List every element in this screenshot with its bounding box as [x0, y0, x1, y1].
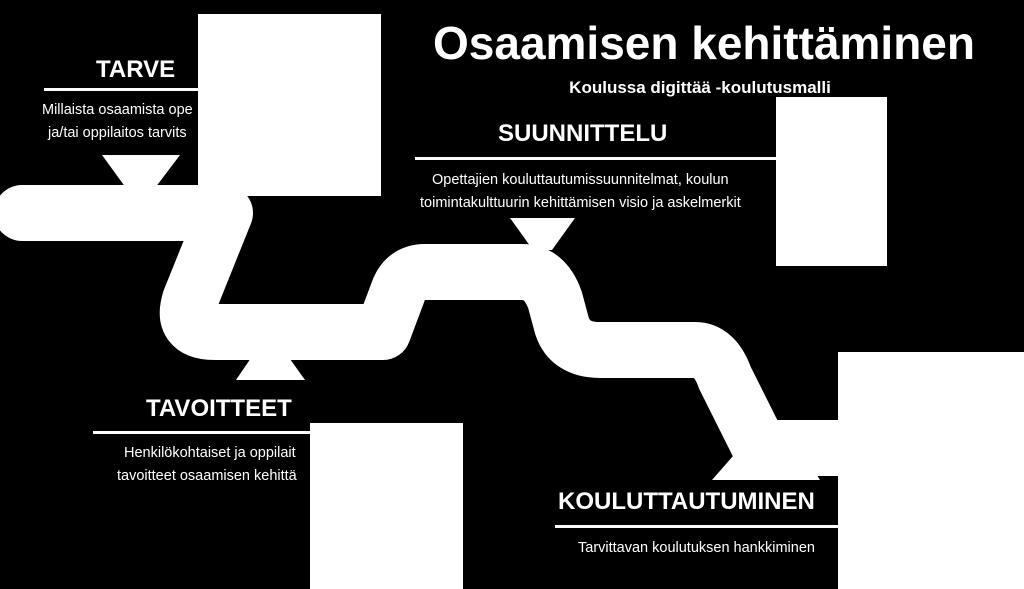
image-placeholder-3: [310, 423, 463, 589]
step-desc-tavoitteet-1: Henkilökohtaiset ja oppilait: [124, 445, 296, 461]
connector-tarve: [102, 155, 180, 188]
step-desc-tarve-1: Millaista osaamista ope: [42, 102, 193, 118]
image-placeholder-2: [776, 97, 887, 266]
image-placeholder-4: [838, 352, 1024, 589]
step-heading-kouluttautuminen: KOULUTTAUTUMINEN: [558, 488, 815, 515]
image-placeholder-1: [198, 14, 381, 196]
step-heading-tavoitteet: TAVOITTEET: [146, 395, 292, 422]
step-heading-suunnittelu: SUUNNITTELU: [498, 120, 668, 147]
page-title: Osaamisen kehittäminen: [433, 17, 975, 69]
step-desc-kouluttautuminen-1: Tarvittavan koulutuksen hankkiminen: [578, 540, 815, 556]
page-subtitle: Koulussa digittää -koulutusmalli: [569, 78, 831, 97]
rule-tavoitteet: [93, 431, 311, 434]
step-desc-suunnittelu-2: toimintakulttuurin kehittämisen visio ja askelmerkit: [420, 195, 741, 211]
step-desc-suunnittelu-1: Opettajien kouluttautumissuunnitelmat, koulun: [432, 172, 729, 188]
step-desc-tarve-2: ja/tai oppilaitos tarvits: [48, 125, 187, 141]
step-heading-tarve: TARVE: [96, 56, 176, 83]
step-desc-tavoitteet-2: tavoitteet osaamisen kehittä: [117, 468, 297, 484]
rule-suunnittelu: [415, 157, 777, 160]
rule-tarve: [44, 88, 200, 91]
rule-kouluttautuminen: [555, 525, 840, 528]
